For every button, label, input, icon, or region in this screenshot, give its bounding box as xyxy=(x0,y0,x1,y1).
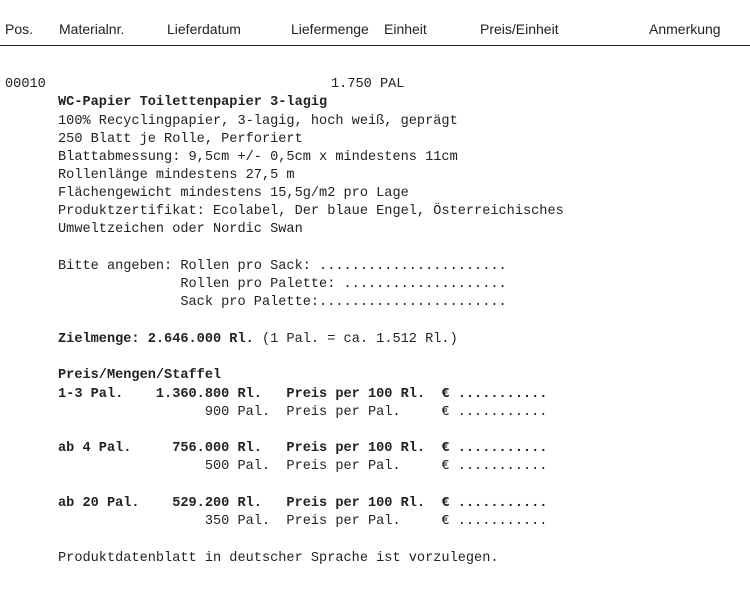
tier-3-sub: 350 Pal. Preis per Pal. € ........... xyxy=(58,514,548,529)
desc-line-4: Rollenlänge mindestens 27,5 m xyxy=(58,168,295,183)
target-quantity-note: (1 Pal. = ca. 1.512 Rl.) xyxy=(253,332,458,347)
specify-bags-per-pallet: Sack pro Palette:....................... xyxy=(58,295,507,310)
tier-1-line: 1-3 Pal. 1.360.800 Rl. Preis per 100 Rl. € ........... xyxy=(58,387,548,402)
col-price-header: Preis/Einheit xyxy=(480,21,559,37)
header-rule xyxy=(0,45,750,46)
desc-line-5: Flächengewicht mindestens 15,5g/m2 pro Lage xyxy=(58,186,409,201)
col-material-header: Materialnr. xyxy=(59,21,125,37)
tier-2-sub: 500 Pal. Preis per Pal. € ........... xyxy=(58,459,548,474)
target-quantity-label: Zielmenge: 2.646.000 Rl. xyxy=(58,332,254,347)
col-remark-header: Anmerkung xyxy=(649,21,721,37)
desc-line-2: 250 Blatt je Rolle, Perforiert xyxy=(58,132,303,147)
specify-rolls-per-pallet: Rollen pro Palette: .................... xyxy=(58,277,507,292)
col-delivery-date-header: Lieferdatum xyxy=(167,21,241,37)
col-quantity-header: Liefermenge xyxy=(291,21,369,37)
desc-line-7: Umweltzeichen oder Nordic Swan xyxy=(58,222,303,237)
item-quantity: 1.750 PAL xyxy=(331,77,405,92)
tier-1-sub: 900 Pal. Preis per Pal. € ........... xyxy=(58,405,548,420)
target-quantity xyxy=(58,331,458,349)
desc-line-1: 100% Recyclingpapier, 3-lagig, hoch weiß, geprägt xyxy=(58,114,458,129)
desc-line-3: Blattabmessung: 9,5cm +/- 0,5cm x mindestens 11cm xyxy=(58,150,458,165)
specify-rolls-per-bag: Bitte angeben: Rollen pro Sack: ....................... xyxy=(58,259,507,274)
col-unit-header: Einheit xyxy=(384,21,427,37)
datasheet-note: Produktdatenblatt in deutscher Sprache ist vorzulegen. xyxy=(58,551,499,566)
tier-2-line: ab 4 Pal. 756.000 Rl. Preis per 100 Rl. € ........... xyxy=(58,441,548,456)
item-title: WC-Papier Toilettenpapier 3-lagig xyxy=(58,95,328,110)
tier-3-line: ab 20 Pal. 529.200 Rl. Preis per 100 Rl. € ........... xyxy=(58,496,548,511)
item-position: 00010 xyxy=(5,77,46,92)
desc-line-6: Produktzertifikat: Ecolabel, Der blaue Engel, Österreichisches xyxy=(58,204,564,219)
col-pos-header: Pos. xyxy=(5,21,34,37)
staffel-title: Preis/Mengen/Staffel xyxy=(58,368,222,383)
